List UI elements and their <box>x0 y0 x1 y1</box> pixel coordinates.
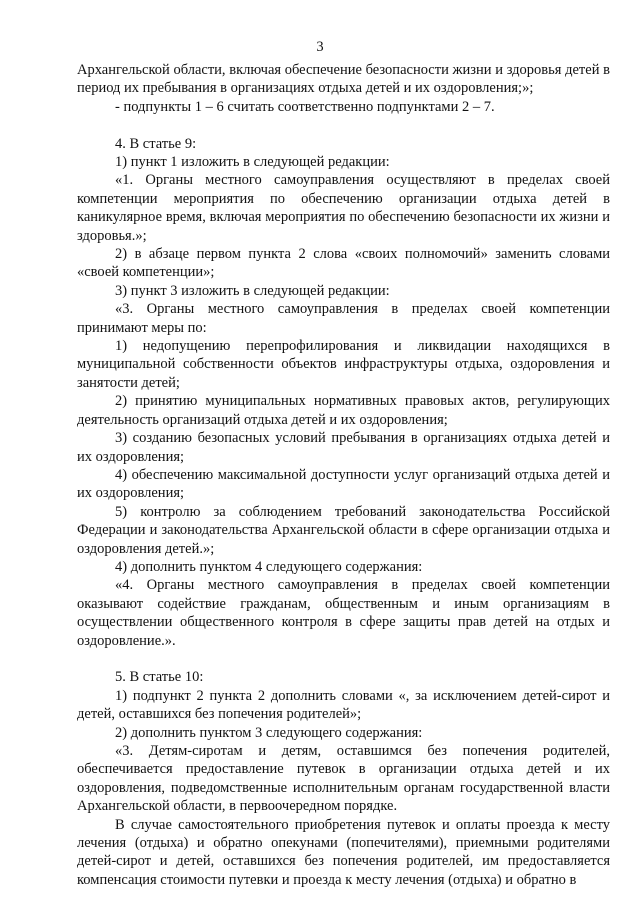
paragraph: «4. Органы местного самоуправления в пределах своей компетенции оказывают содействие гражданам, общественным и иным организациям в осуществлении общественного контроля в сфере защиты прав детей на отдых и оздоровление.». <box>77 577 610 649</box>
paragraph: - подпункты 1 – 6 считать соответственно подпунктами 2 – 7. <box>115 98 495 115</box>
page-number: 3 <box>316 39 324 55</box>
paragraph: 1) подпункт 2 пункта 2 дополнить словами «, за исключением детей-сирот и детей, оставшихся без попечения родителей»; <box>77 687 610 723</box>
list-item: 4) обеспечению максимальной доступности услуг организаций отдыха детей и их оздоровления; <box>77 466 610 502</box>
paragraph: 2) дополнить пунктом 3 следующего содержания: <box>115 724 423 741</box>
paragraph: «3. Детям-сиротам и детям, оставшимся без попечения родителей, обеспечивается предоставление путевок в организации отдыха детей и их оздоровления, подведомственные исполнительным органам государственной власти Архангельской области, в первоочередном порядке. <box>77 743 610 815</box>
paragraph: «1. Органы местного самоуправления осуществляют в пределах своей компетенции мероприятия по обеспечению организации отдыха детей в каникулярное время, включая мероприятия по обеспечению безопасности их жизни и здоровья.»; <box>77 172 610 244</box>
section-heading-article-9: 4. В статье 9: <box>115 135 197 152</box>
list-item: 5) контролю за соблюдением требований законодательства Российской Федерации и законодательства Архангельской области в сфере организации отдыха и оздоровления детей.»; <box>77 503 610 557</box>
paragraph: 1) пункт 1 изложить в следующей редакции: <box>115 154 390 171</box>
paragraph: «3. Органы местного самоуправления в пределах своей компетенции принимают меры по: <box>77 301 610 336</box>
paragraph-continuation: Архангельской области, включая обеспечение безопасности жизни и здоровья детей в период их пребывания в организациях отдыха детей и их оздоровления;»; <box>77 62 610 97</box>
document-body <box>77 61 610 889</box>
paragraph: 3) пункт 3 изложить в следующей редакции: <box>115 282 390 299</box>
list-item: 3) созданию безопасных условий пребывания в организациях отдыха детей и их оздоровления; <box>77 430 610 465</box>
section-heading-article-10: 5. В статье 10: <box>115 669 204 686</box>
list-item: 1) недопущению перепрофилирования и ликвидации находящихся в муниципальной собственности объектов инфраструктуры отдыха, оздоровления и занятости детей; <box>77 338 610 391</box>
paragraph: 2) в абзаце первом пункта 2 слова «своих полномочий» заменить словами «своей компетенции»; <box>77 246 610 281</box>
list-item: 2) принятию муниципальных нормативных правовых актов, регулирующих деятельность организаций отдыха детей и их оздоровления; <box>77 393 610 428</box>
paragraph: 4) дополнить пунктом 4 следующего содержания: <box>115 558 423 575</box>
paragraph: В случае самостоятельного приобретения путевок и оплаты проезда к месту лечения (отдыха) и обратно опекунами (попечителями), приемными родителями детей-сирот и детей, оставшихся без попечения родителей, им предоставляется компенсация стоимости путевки и проезда к месту лечения (отдыха) и обратно в <box>77 816 610 888</box>
